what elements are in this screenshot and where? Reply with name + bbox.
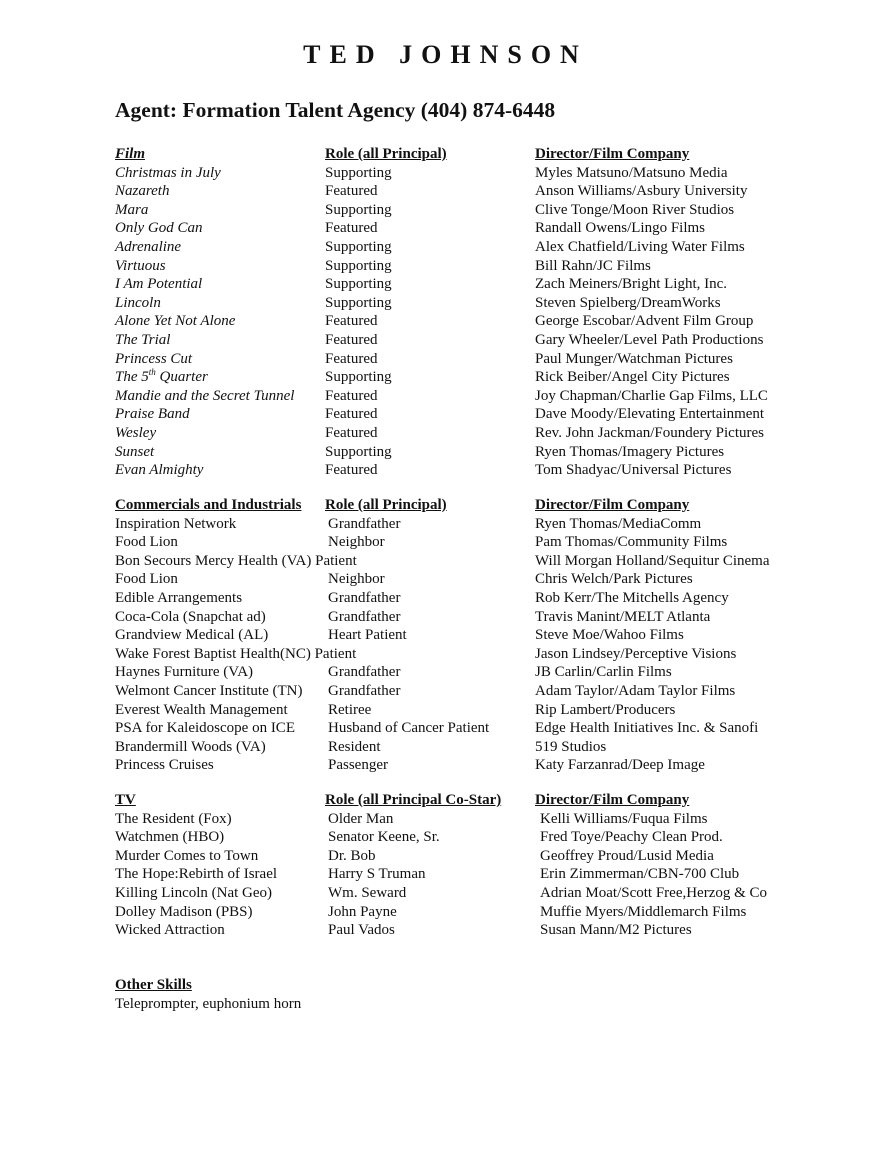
tv-director: Kelli Williams/Fuqua Films [540, 810, 708, 827]
film-director: Joy Chapman/Charlie Gap Films, LLC [535, 387, 768, 404]
commercials-title: PSA for Kaleidoscope on ICE [115, 720, 295, 737]
commercials-role: Retiree [328, 701, 372, 718]
commercials-role: Grandfather [328, 682, 401, 699]
film-title: I Am Potential [115, 276, 203, 293]
tv-row [115, 921, 815, 940]
film-title: Christmas in July [115, 164, 221, 181]
tv-row [115, 884, 815, 903]
commercials-director: Jason Lindsey/Perceptive Visions [535, 645, 737, 662]
film-role: Featured [325, 331, 378, 348]
tv-row [115, 810, 815, 829]
film-director: Gary Wheeler/Level Path Productions [535, 331, 764, 348]
film-row [115, 182, 815, 201]
tv-column-header: Director/Film Company [535, 792, 690, 808]
commercials-row [115, 701, 815, 720]
film-director: Paul Munger/Watchman Pictures [535, 350, 733, 367]
tv-title: Wicked Attraction [115, 922, 225, 939]
commercials-row [115, 645, 815, 664]
film-title: Mandie and the Secret Tunnel [115, 387, 295, 404]
other-skills-header: Other Skills [115, 977, 192, 993]
film-role: Supporting [325, 443, 392, 460]
film-row [115, 201, 815, 220]
tv-title: Watchmen (HBO) [115, 829, 225, 846]
commercials-row [115, 756, 815, 775]
film-title: Princess Cut [115, 350, 193, 367]
tv-role: Dr. Bob [328, 847, 376, 864]
commercials-director: Edge Health Initiatives Inc. & Sanofi [535, 720, 759, 737]
commercials-title: Coca-Cola (Snapchat ad) [115, 608, 266, 625]
commercials-title: Haynes Furniture (VA) [115, 664, 254, 681]
tv-row [115, 828, 815, 847]
film-section [115, 145, 815, 480]
commercials-director: Katy Farzanrad/Deep Image [535, 757, 705, 774]
film-role: Supporting [325, 257, 392, 274]
tv-title: The Resident (Fox) [115, 810, 232, 827]
commercials-section [115, 496, 815, 775]
commercials-title: Princess Cruises [115, 757, 214, 774]
tv-section [115, 791, 815, 940]
film-title: Virtuous [115, 257, 166, 274]
commercials-director: Rip Lambert/Producers [535, 701, 676, 718]
film-role: Featured [325, 387, 378, 404]
film-director: Ryen Thomas/Imagery Pictures [535, 443, 725, 460]
tv-title: The Hope:Rebirth of Israel [115, 866, 278, 883]
commercials-director: Travis Manint/MELT Atlanta [535, 608, 711, 625]
commercials-role: Neighbor [328, 571, 385, 588]
commercials-row [115, 533, 815, 552]
film-director: Clive Tonge/Moon River Studios [535, 201, 735, 218]
commercials-title: Bon Secours Mercy Health (VA) Patient [115, 552, 357, 569]
film-row [115, 219, 815, 238]
commercials-column-header: Role (all Principal) [325, 497, 447, 513]
film-column-header: Film [115, 146, 146, 162]
commercials-role: Resident [328, 738, 381, 755]
commercials-title: Wake Forest Baptist Health(NC) Patient [115, 645, 357, 662]
commercials-role: Neighbor [328, 534, 385, 551]
commercials-director: Chris Welch/Park Pictures [535, 571, 693, 588]
film-title: Mara [115, 201, 149, 218]
film-row [115, 312, 815, 331]
film-director: Steven Spielberg/DreamWorks [535, 294, 721, 311]
film-role: Featured [325, 424, 378, 441]
commercials-director: Will Morgan Holland/Sequitur Cinema [535, 552, 770, 569]
commercials-row [115, 515, 815, 534]
tv-column-header: Role (all Principal Co-Star) [325, 792, 502, 808]
film-title: Only God Can [115, 220, 203, 237]
film-role: Supporting [325, 164, 392, 181]
commercials-director: Adam Taylor/Adam Taylor Films [535, 682, 736, 699]
film-title: Evan Almighty [115, 462, 204, 479]
film-role: Supporting [325, 369, 392, 386]
tv-column-header: TV [115, 792, 136, 808]
commercials-title: Food Lion [115, 571, 178, 588]
agent-info: Agent: Formation Talent Agency (404) 874-6448 [115, 98, 556, 122]
tv-director: Fred Toye/Peachy Clean Prod. [540, 829, 723, 846]
film-row [115, 238, 815, 257]
tv-role: John Payne [328, 903, 397, 920]
commercials-role: Grandfather [328, 515, 401, 532]
tv-role: Senator Keene, Sr. [328, 829, 440, 846]
commercials-row [115, 738, 815, 757]
commercials-role: Husband of Cancer Patient [328, 720, 490, 737]
film-title: The 5th Quarter [115, 367, 208, 386]
commercials-title: Welmont Cancer Institute (TN) [115, 682, 303, 699]
tv-role: Paul Vados [328, 922, 395, 939]
tv-title: Dolley Madison (PBS) [115, 903, 253, 920]
commercials-director: Rob Kerr/The Mitchells Agency [535, 589, 729, 606]
film-row [115, 405, 815, 424]
film-title: Praise Band [115, 406, 190, 423]
tv-director: Geoffrey Proud/Lusid Media [540, 847, 714, 864]
tv-row [115, 865, 815, 884]
film-title: Lincoln [115, 294, 161, 311]
commercials-column-header: Director/Film Company [535, 497, 690, 513]
tv-title: Killing Lincoln (Nat Geo) [115, 884, 273, 901]
film-title: Wesley [115, 424, 157, 441]
film-role: Featured [325, 350, 378, 367]
film-title: Adrenaline [115, 238, 182, 255]
film-row [115, 350, 815, 369]
tv-row [115, 903, 815, 922]
film-title: Alone Yet Not Alone [115, 313, 236, 330]
film-role: Featured [325, 313, 378, 330]
tv-role: Harry S Truman [328, 866, 426, 883]
tv-director: Erin Zimmerman/CBN-700 Club [540, 866, 740, 883]
commercials-row [115, 719, 815, 738]
commercials-row [115, 552, 815, 571]
commercials-director: 519 Studios [535, 738, 607, 755]
film-role: Supporting [325, 276, 392, 293]
film-role: Supporting [325, 294, 392, 311]
film-director: Dave Moody/Elevating Entertainment [535, 406, 765, 423]
film-row [115, 387, 815, 406]
film-row [115, 461, 815, 480]
film-director: Rev. John Jackman/Foundery Pictures [535, 424, 764, 441]
commercials-director: Ryen Thomas/MediaComm [535, 515, 702, 532]
film-role: Featured [325, 183, 378, 200]
film-director: Zach Meiners/Bright Light, Inc. [535, 276, 728, 293]
film-row [115, 443, 815, 462]
commercials-row [115, 589, 815, 608]
film-director: Myles Matsuno/Matsuno Media [535, 164, 728, 181]
film-role: Featured [325, 406, 378, 423]
commercials-row [115, 608, 815, 627]
tv-director: Susan Mann/M2 Pictures [540, 922, 692, 939]
tv-title: Murder Comes to Town [115, 847, 259, 864]
commercials-header-row [115, 496, 815, 515]
film-title: Nazareth [115, 183, 170, 200]
film-title: The Trial [115, 331, 171, 348]
film-director: Alex Chatfield/Living Water Films [535, 238, 745, 255]
film-director: Randall Owens/Lingo Films [535, 220, 705, 237]
commercials-title: Food Lion [115, 534, 178, 551]
film-role: Featured [325, 220, 378, 237]
commercials-role: Passenger [328, 757, 388, 774]
tv-row [115, 847, 815, 866]
commercials-role: Grandfather [328, 664, 401, 681]
film-role: Supporting [325, 201, 392, 218]
commercials-director: Steve Moe/Wahoo Films [535, 627, 684, 644]
commercials-row [115, 626, 815, 645]
film-director: Rick Beiber/Angel City Pictures [535, 369, 730, 386]
commercials-row [115, 682, 815, 701]
commercials-title: Inspiration Network [115, 515, 237, 532]
commercials-title: Edible Arrangements [115, 589, 243, 606]
film-row [115, 257, 815, 276]
commercials-title: Everest Wealth Management [115, 701, 288, 718]
film-row [115, 368, 815, 387]
film-header-row [115, 145, 815, 164]
actor-name: TED JOHNSON [303, 40, 588, 69]
film-row [115, 331, 815, 350]
film-column-header: Director/Film Company [535, 146, 690, 162]
tv-director: Muffie Myers/Middlemarch Films [540, 903, 747, 920]
film-column-header: Role (all Principal) [325, 146, 447, 162]
film-director: Bill Rahn/JC Films [535, 257, 651, 274]
film-director: Anson Williams/Asbury University [535, 183, 748, 200]
film-row [115, 424, 815, 443]
commercials-row [115, 570, 815, 589]
tv-role: Older Man [328, 810, 394, 827]
commercials-role: Heart Patient [328, 627, 407, 644]
commercials-role: Grandfather [328, 589, 401, 606]
film-row [115, 164, 815, 183]
commercials-column-header: Commercials and Industrials [115, 497, 302, 513]
other-skills-text: Teleprompter, euphonium horn [115, 996, 302, 1012]
commercials-director: JB Carlin/Carlin Films [535, 664, 672, 681]
film-director: George Escobar/Advent Film Group [535, 313, 754, 330]
film-director: Tom Shadyac/Universal Pictures [535, 462, 732, 479]
commercials-director: Pam Thomas/Community Films [535, 534, 728, 551]
commercials-title: Grandview Medical (AL) [115, 627, 269, 644]
tv-director: Adrian Moat/Scott Free,Herzog & Co [540, 884, 768, 901]
film-role: Supporting [325, 238, 392, 255]
tv-header-row [115, 791, 815, 810]
film-row [115, 294, 815, 313]
commercials-role: Grandfather [328, 608, 401, 625]
tv-role: Wm. Seward [328, 884, 407, 901]
commercials-row [115, 663, 815, 682]
film-title: Sunset [115, 443, 155, 460]
commercials-title: Brandermill Woods (VA) [115, 738, 266, 755]
film-row [115, 275, 815, 294]
film-role: Featured [325, 462, 378, 479]
